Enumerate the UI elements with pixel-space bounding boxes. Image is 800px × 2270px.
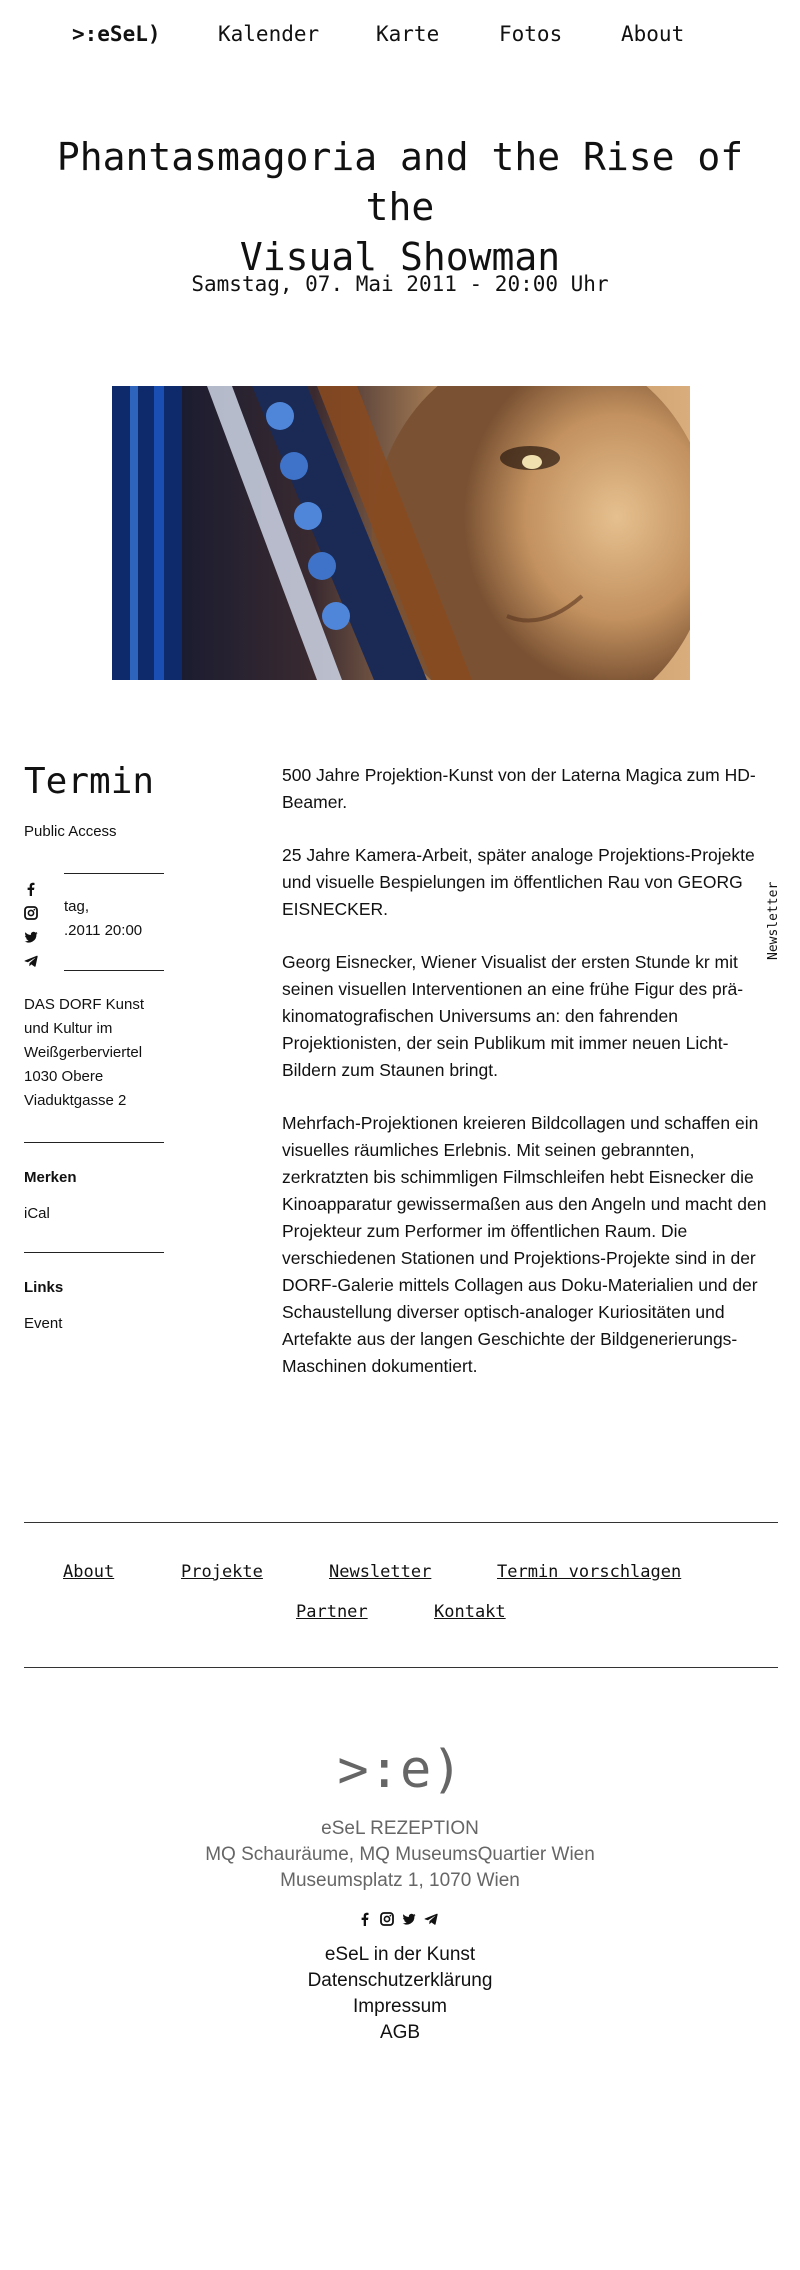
newsletter-side-tab[interactable]: Newsletter (766, 881, 781, 960)
instagram-icon[interactable] (380, 1912, 394, 1926)
merken-section (24, 1166, 164, 1226)
event-date-line2: .2011 20:00 (64, 922, 143, 939)
footer-link-impressum[interactable]: Impressum (353, 1996, 447, 2017)
ical-link[interactable]: iCal (24, 1205, 50, 1222)
venue-line: und Kultur im (24, 1020, 113, 1037)
venue-line: Viaduktgasse 2 (24, 1092, 127, 1109)
footer-link-esel-in-der-kunst[interactable]: eSeL in der Kunst (324, 1944, 476, 1965)
top-navigation (0, 22, 800, 52)
twitter-icon[interactable] (402, 1912, 416, 1926)
twitter-icon[interactable] (24, 930, 38, 944)
divider (24, 1252, 164, 1253)
event-category[interactable]: Public Access (24, 823, 117, 840)
footer-link-about[interactable]: About (63, 1562, 115, 1582)
event-title-line1: Phantasmagoria and the Rise of the (56, 135, 744, 229)
footer-address-line1: MQ Schauräume, MQ MuseumsQuartier Wien (205, 1844, 595, 1865)
event-venue[interactable] (24, 993, 174, 1113)
venue-line: 1030 Obere (24, 1068, 104, 1085)
event-description (282, 762, 782, 1406)
footer-divider-bottom (24, 1667, 778, 1668)
footer-link-projekte[interactable]: Projekte (181, 1562, 263, 1582)
venue-line: Weißgerberviertel (24, 1044, 143, 1061)
event-link[interactable]: Event (24, 1315, 63, 1332)
facebook-icon[interactable] (24, 882, 38, 896)
nav-about[interactable]: About (621, 22, 685, 46)
instagram-icon[interactable] (24, 906, 38, 920)
event-hero-image (112, 386, 690, 680)
event-sidebar (24, 762, 164, 860)
site-logo[interactable]: >:eSeL) (72, 22, 161, 46)
footer-logo[interactable]: >:e) (337, 1740, 463, 1800)
event-date-line1: tag, (64, 898, 90, 915)
footer-link-termin-vorschlagen[interactable]: Termin vorschlagen (497, 1562, 682, 1582)
description-paragraph: 500 Jahre Projektion-Kunst von der Laterna Magica zum HD-Beamer. (282, 765, 756, 812)
footer-address-line2: Museumsplatz 1, 1070 Wien (280, 1870, 520, 1891)
nav-karte[interactable]: Karte (376, 22, 440, 46)
sidebar-title: Termin (24, 761, 155, 802)
event-title (40, 132, 760, 282)
hero-photo-illustration (112, 386, 690, 680)
footer-link-datenschutz[interactable]: Datenschutzerklärung (307, 1970, 493, 1991)
event-title-line2: Visual Showman (239, 235, 561, 279)
footer-link-partner[interactable]: Partner (296, 1602, 368, 1622)
divider (64, 970, 164, 971)
divider (24, 1142, 164, 1143)
description-paragraph: Mehrfach-Projektionen kreieren Bildcollagen und schaffen ein visuelles räumliches Erlebnis. Mit seinen gebrannten, zerkratzten bis schimmligen Filmschleifen hebt Eisnecker die Kinoapparatur gewissermaßen aus den Angeln und macht den Projekteur zum Performer im öffentlichen Raum. Die verschiedenen Stationen und Projektions-Projekte sind in der DORF-Galerie mittels Collagen aus Doku-Materialien und der Schaustellung diverser optisch-analoger Kuriositäten und Artefakte aus der langen Geschichte der Bildgenerierungs-Maschinen dokumentiert. (282, 1113, 767, 1376)
facebook-icon[interactable] (358, 1912, 372, 1926)
links-section (24, 1276, 164, 1336)
event-date: Samstag, 07. Mai 2011 - 20:00 Uhr (191, 272, 609, 296)
nav-fotos[interactable]: Fotos (499, 22, 563, 46)
venue-line: DAS DORF Kunst (24, 996, 145, 1013)
merken-heading: Merken (24, 1169, 77, 1186)
footer-rezeption: eSeL REZEPTION (321, 1818, 479, 1839)
telegram-icon[interactable] (24, 954, 38, 968)
footer-link-kontakt[interactable]: Kontakt (434, 1602, 506, 1622)
footer-link-agb[interactable]: AGB (379, 2022, 421, 2043)
event-datetime (64, 895, 174, 943)
divider (64, 873, 164, 874)
description-paragraph: 25 Jahre Kamera-Arbeit, später analoge Projektions-Projekte und visuelle Bespielungen im öffentlichen Rau von GEORG EISNECKER. (282, 845, 755, 919)
links-heading: Links (24, 1279, 64, 1296)
nav-kalender[interactable]: Kalender (218, 22, 320, 46)
footer-link-newsletter[interactable]: Newsletter (329, 1562, 432, 1582)
footer-divider-top (24, 1522, 778, 1523)
footer-social-icons (358, 1912, 448, 1928)
description-paragraph: Georg Eisnecker, Wiener Visualist der ersten Stunde kr mit seinen visuellen Interventionen an eine frühe Figur des prä-kinomatografischen Universums an: den fahrenden Projektionisten, der sein Publikum mit immer neuen Licht-Bildern zum Staunen bringt. (282, 952, 744, 1080)
telegram-icon[interactable] (424, 1912, 438, 1926)
